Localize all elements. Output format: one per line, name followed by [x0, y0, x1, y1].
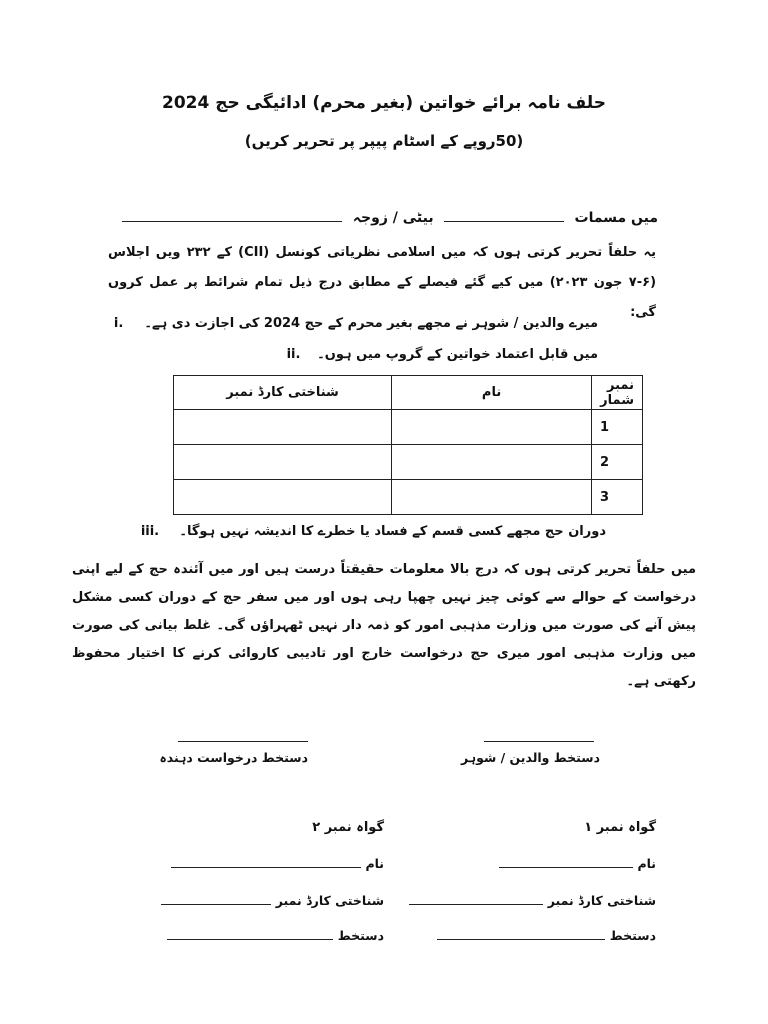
row-number: 3: [592, 480, 643, 515]
condition-3-text: دوران حج مجھے کسی قسم کے فساد یا خطرے کا اندیشہ نہیں ہوگا۔: [179, 524, 606, 539]
witness-1-name: [499, 853, 656, 871]
parent-signature-label: دستخط والدین / شوہر: [461, 750, 600, 765]
closing-declaration: میں حلفاً تحریر کرتی ہوں کہ درج بالا معلومات حقیقتاً درست ہیں اور میں آئندہ حج کے لیے اپنی درخواست کے حوالے سے کوئی چیز نہیں چھپا رہی ہوں اور میں سفر حج کے دوران کسی مشکل پیش آنے کی صورت میں وزارت مذہبی امور کو ذمہ دار نہیں ٹھہراؤں گی۔ غلط بیانی کی صورت میں وزارت مذہبی امور میری حج درخواست خارج اور تادیبی کاروائی کرنے کا اختیار محفوظ رکھتی ہے۔: [72, 562, 696, 689]
header-name: نام: [392, 376, 592, 410]
relation-name-blank[interactable]: [122, 207, 342, 222]
witness-2-cnic: [161, 890, 384, 908]
witness-2-sign: [167, 925, 384, 943]
row-number: 2: [592, 445, 643, 480]
witness-1-sign: [437, 925, 656, 943]
witness-1-cnic-label: شناختی کارڈ نمبر: [547, 893, 656, 908]
table-row: [174, 410, 643, 445]
row-number: 1: [592, 410, 643, 445]
condition-2-numeral: ii.: [286, 347, 301, 362]
witness-2-title: گواہ نمبر ۲: [312, 820, 384, 835]
witness-1-sign-blank[interactable]: [437, 925, 605, 940]
witness-1-title: گواہ نمبر ۱: [584, 820, 656, 835]
table-header-row: [174, 376, 643, 410]
document-title: حلف نامہ برائے خواتین (بغیر محرم) ادائیگی حج 2024: [162, 93, 606, 113]
condition-1: [114, 316, 598, 331]
name-cell[interactable]: [392, 445, 592, 480]
condition-3-numeral: iii.: [140, 524, 160, 539]
cnic-cell[interactable]: [174, 480, 392, 515]
condition-2: [287, 347, 598, 362]
witness-2-name-label: نام: [365, 856, 384, 871]
name-cell[interactable]: [392, 480, 592, 515]
name-cell[interactable]: [392, 410, 592, 445]
condition-2-text: میں قابل اعتماد خواتین کے گروپ میں ہوں۔: [317, 347, 598, 362]
witness-2-sign-label: دستخط: [337, 928, 384, 943]
header-serial: نمبر شمار: [592, 376, 643, 410]
header-cnic: شناختی کارڈ نمبر: [174, 376, 392, 410]
table-row: [174, 480, 643, 515]
witness-1-sign-label: دستخط: [609, 928, 656, 943]
intro-label: میں مسمات: [574, 210, 658, 226]
group-members-table: [173, 375, 643, 515]
applicant-signature-line[interactable]: [178, 741, 308, 742]
cnic-cell[interactable]: [174, 410, 392, 445]
name-blank[interactable]: [444, 207, 564, 222]
witness-2-cnic-label: شناختی کارڈ نمبر: [275, 893, 384, 908]
stamp-paper-note: (50روپے کے اسٹام پیپر پر تحریر کریں): [244, 132, 524, 150]
witness-2-sign-blank[interactable]: [167, 925, 333, 940]
witness-2-name: [171, 853, 384, 871]
witness-1-cnic-blank[interactable]: [409, 890, 543, 905]
cnic-cell[interactable]: [174, 445, 392, 480]
condition-1-text: میرے والدین / شوہر نے مجھے بغیر محرم کے حج 2024 کی اجازت دی ہے۔: [144, 316, 598, 331]
condition-1-numeral: i.: [113, 316, 124, 331]
affidavit-paragraph: یہ حلفاً تحریر کرتی ہوں کہ میں اسلامی نظریاتی کونسل (CII) کے ۲۳۲ ویں اجلاس (۶-۷ جون ۲۰۲۳) میں کیے گئے فیصلے کے مطابق درج ذیل تمام شرائط پر عمل کروں گی:: [108, 245, 657, 320]
table-row: [174, 445, 643, 480]
witness-2-cnic-blank[interactable]: [161, 890, 271, 905]
witness-1-name-blank[interactable]: [499, 853, 633, 868]
intro-line: [122, 207, 658, 226]
witness-1-name-label: نام: [637, 856, 656, 871]
witness-2-name-blank[interactable]: [171, 853, 361, 868]
condition-3: [141, 524, 606, 539]
parent-signature-line[interactable]: [484, 741, 594, 742]
applicant-signature-label: دستخط درخواست دہندہ: [159, 750, 308, 765]
relation-label: بیٹی / زوجہ: [352, 210, 434, 226]
witness-1-cnic: [409, 890, 656, 908]
